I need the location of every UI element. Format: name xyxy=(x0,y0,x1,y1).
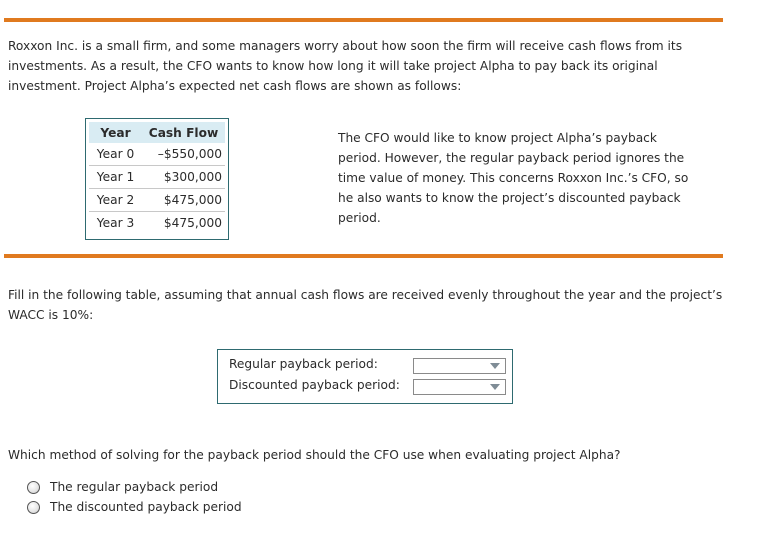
table-row xyxy=(89,166,225,189)
discounted-payback-dropdown[interactable] xyxy=(413,379,506,395)
year-header: Year xyxy=(89,122,142,143)
middle-divider xyxy=(4,254,723,258)
cash-flow-cell: $475,000 xyxy=(142,212,225,235)
cash-flow-cell: –$550,000 xyxy=(157,147,222,161)
cfo-note: The CFO would like to know project Alpha’s payback period. However, the regular payback period ignores the time value of money. This concerns Roxxon Inc.’s CFO, so he also wants to know the project’s discounted payback period. xyxy=(338,131,689,225)
year-cell: Year 3 xyxy=(89,212,142,235)
year-cell: Year 2 xyxy=(89,189,142,212)
chevron-down-icon xyxy=(490,363,500,369)
option-label: The regular payback period xyxy=(50,480,219,494)
table-row xyxy=(89,212,225,235)
option-label: The discounted payback period xyxy=(50,500,242,514)
payback-table xyxy=(217,349,513,404)
cash-flow-cell: $300,000 xyxy=(142,166,225,189)
table-row xyxy=(89,189,225,212)
radio-button-icon[interactable] xyxy=(27,501,40,514)
cash-flow-cell: $475,000 xyxy=(142,189,225,212)
top-divider xyxy=(4,18,723,22)
table-row xyxy=(89,143,225,166)
regular-payback-label: Regular payback period: xyxy=(229,357,378,371)
cash-flow-table xyxy=(85,118,229,240)
radio-button-icon[interactable] xyxy=(27,481,40,494)
method-question: Which method of solving for the payback period should the CFO use when evaluating project Alpha? xyxy=(8,448,621,462)
intro-paragraph: Roxxon Inc. is a small firm, and some managers worry about how soon the firm will receive cash flows from its investments. As a result, the CFO wants to know how long it will take project Alpha to pay back its original investment. Project Alpha’s expected net cash flows are shown as follows: xyxy=(8,39,683,93)
discounted-payback-label: Discounted payback period: xyxy=(229,378,400,392)
year-cell: Year 0 xyxy=(96,147,135,161)
table-header-row xyxy=(89,122,225,143)
cash-flow-header: Cash Flow xyxy=(142,122,225,143)
fill-instruction: Fill in the following table, assuming that annual cash flows are received evenly throughout the year and the project’s WACC is 10%: xyxy=(8,288,723,322)
chevron-down-icon xyxy=(490,384,500,390)
year-cell: Year 1 xyxy=(89,166,142,189)
regular-payback-dropdown[interactable] xyxy=(413,358,506,374)
